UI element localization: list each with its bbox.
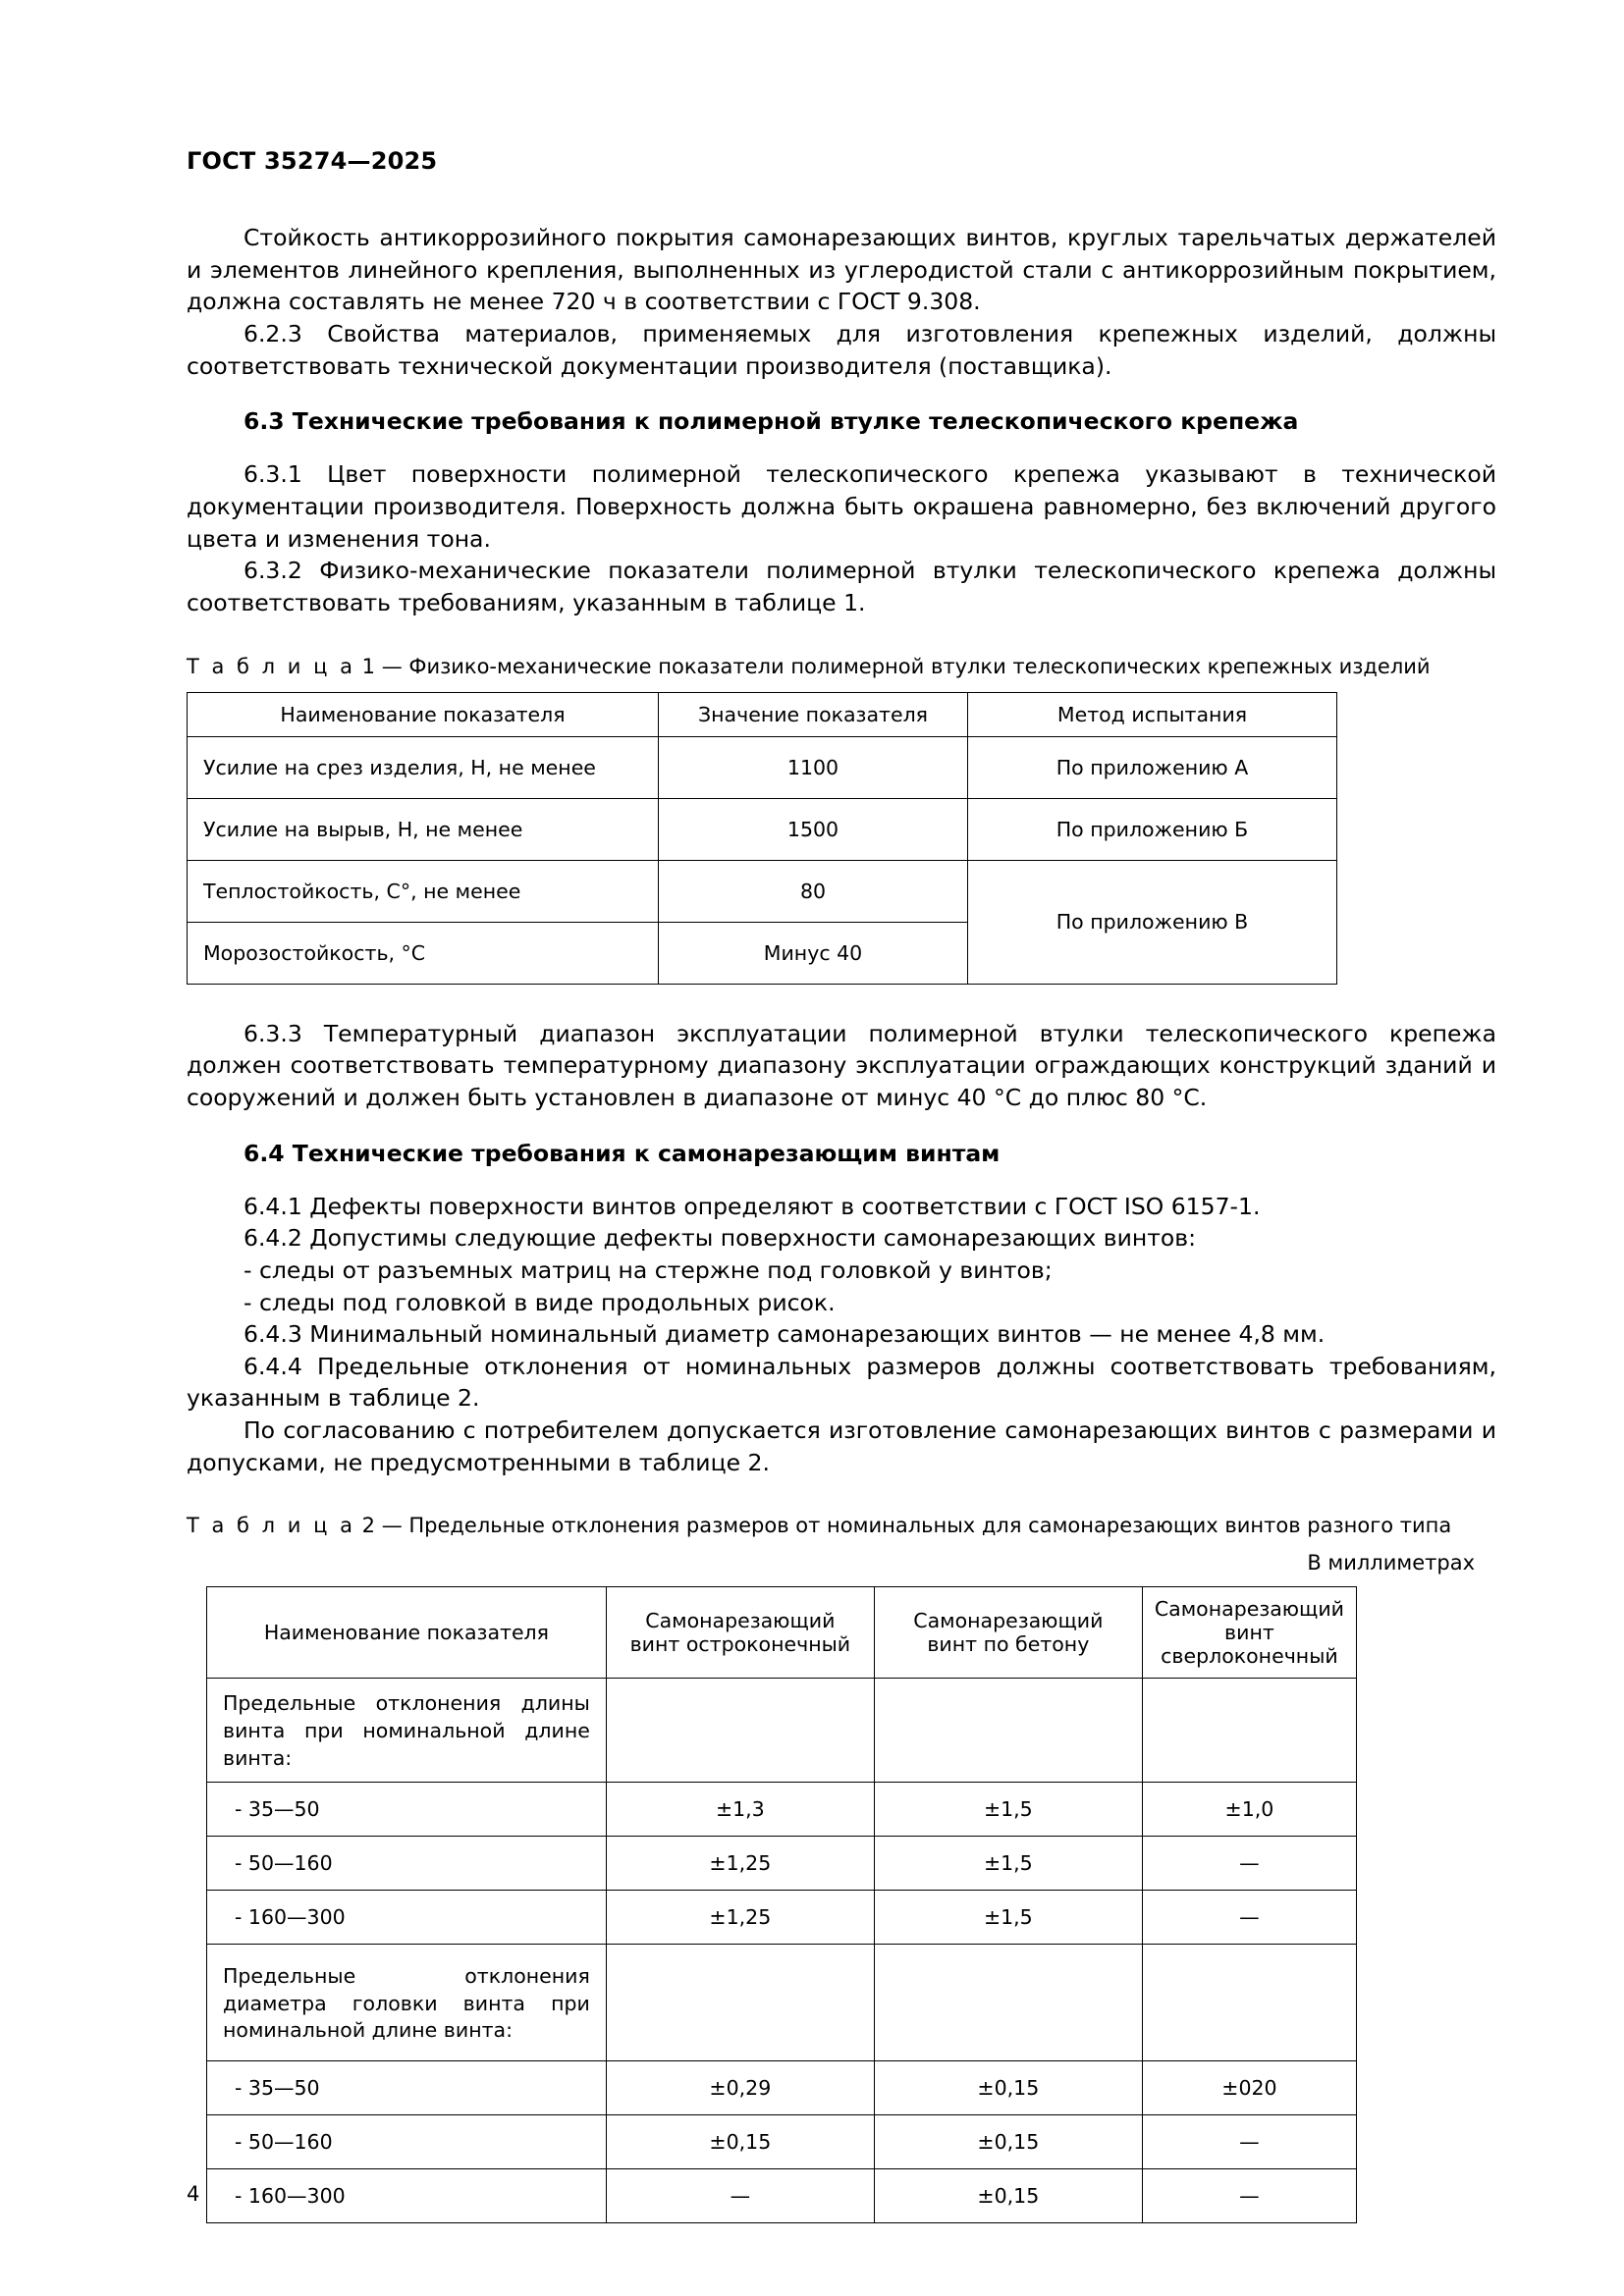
- table2-units: В миллиметрах: [1307, 1551, 1475, 1575]
- table2-group1-blank-2: [874, 1679, 1142, 1783]
- table-row: [207, 2169, 1357, 2223]
- table-header-row: [188, 692, 1337, 736]
- table1-r0-value: 1100: [659, 736, 968, 798]
- table2-group1-blank-3: [1142, 1679, 1356, 1783]
- table2-g1-r0-v3: ±1,0: [1142, 1783, 1356, 1837]
- table2-caption-number: 2: [361, 1514, 375, 1538]
- table-1: [187, 692, 1337, 985]
- table1-header-name: Наименование показателя: [188, 692, 659, 736]
- table1-caption-label: Т а б л и ц а: [187, 654, 355, 678]
- table2-group2-blank-1: [606, 1945, 874, 2061]
- table-row: [207, 2061, 1357, 2115]
- heading-6-4: 6.4 Технические требования к самонарезающим винтам: [244, 1139, 1001, 1167]
- table-row: [188, 736, 1337, 798]
- table2-group2-title: Предельные отклонения диаметра головки винта при номинальной длине винта:: [207, 1945, 607, 2061]
- table1-caption: [187, 655, 1496, 678]
- table2-g1-r1-v2: ±1,5: [874, 1837, 1142, 1891]
- table2-group1-blank-1: [606, 1679, 874, 1783]
- paragraph-corrosion-resistance: Стойкость антикоррозийного покрытия самонарезающих винтов, круглых тарельчатых держателей и элементов линейного крепления, выполненных из углеродистой стали с антикоррозийным покрытием, должна составлять не менее 720 ч в соответствии с ГОСТ 9.308.: [187, 224, 1496, 316]
- paragraph-6-4-4: 6.4.4 Предельные отклонения от номинальных размеров должны соответствовать требованиям, указанным в таблице 2.: [187, 1352, 1496, 1413]
- table1-r3-value: Минус 40: [659, 922, 968, 984]
- table2-g2-r2-v3: —: [1142, 2169, 1356, 2223]
- table1-r0-name: Усилие на срез изделия, Н, не менее: [188, 736, 659, 798]
- table2-caption-text: — Предельные отклонения размеров от номинальных для самонарезающих винтов разного типа: [381, 1514, 1452, 1538]
- table1-r2-name: Теплостойкость, С°, не менее: [188, 860, 659, 922]
- table-header-row: [207, 1587, 1357, 1679]
- table2-g2-r2-label: - 160—300: [207, 2169, 607, 2223]
- table2-g1-r1-v1: ±1,25: [606, 1837, 874, 1891]
- table2-g2-r1-v2: ±0,15: [874, 2115, 1142, 2169]
- page-header: ГОСТ 35274—2025: [187, 147, 438, 175]
- table1-header-value: Значение показателя: [659, 692, 968, 736]
- table2-group2-blank-2: [874, 1945, 1142, 2061]
- paragraph-6-3-2: 6.3.2 Физико-механические показатели полимерной втулки телескопического крепежа должны соответствовать требованиям, указанным в таблице 1.: [187, 557, 1496, 616]
- paragraph-6-2-3: 6.2.3 Свойства материалов, применяемых для изготовления крепежных изделий, должны соответствовать технической документации производителя (поставщика).: [187, 319, 1496, 380]
- table1-r2-value: 80: [659, 860, 968, 922]
- paragraph-6-4-3: 6.4.3 Минимальный номинальный диаметр самонарезающих винтов — не менее 4,8 мм.: [244, 1320, 1326, 1349]
- table2-g2-r2-v2: ±0,15: [874, 2169, 1142, 2223]
- table2-group1-title: Предельные отклонения длины винта при номинальной длине винта:: [207, 1679, 607, 1783]
- table2-g1-r0-label: - 35—50: [207, 1783, 607, 1837]
- paragraph-6-3-3: 6.3.3 Температурный диапазон эксплуатации полимерной втулки телескопического крепежа должен соответствовать температурному диапазону эксплуатации ограждающих конструкций зданий и сооружений и должен быть установлен в диапазоне от минус 40 °С до плюс 80 °С.: [187, 1019, 1496, 1111]
- table1-caption-number: 1: [361, 654, 375, 678]
- table2-g2-r0-v3: ±020: [1142, 2061, 1356, 2115]
- table-row: [188, 860, 1337, 922]
- table1-r0-method: По приложению А: [968, 736, 1337, 798]
- table2-header-pointed: Самонарезающий винт остроконечный: [606, 1587, 874, 1679]
- table2-g2-r0-v1: ±0,29: [606, 2061, 874, 2115]
- table-row: [188, 798, 1337, 860]
- table2-caption: [187, 1514, 1496, 1537]
- list-item-6-4-2-a: - следы от разъемных матриц на стержне под головкой у винтов;: [244, 1255, 1053, 1284]
- paragraph-6-3-1: 6.3.1 Цвет поверхности полимерной телескопического крепежа указывают в технической документации производителя. Поверхность должна быть окрашена равномерно, без включений другого цвета и изменения тона.: [187, 460, 1496, 553]
- table2-header-drill: Самонарезающий винт сверлоконечный: [1142, 1587, 1356, 1679]
- table1-r1-value: 1500: [659, 798, 968, 860]
- table-row: [207, 1783, 1357, 1837]
- table2-g2-r2-v1: —: [606, 2169, 874, 2223]
- table-row: [207, 1679, 1357, 1783]
- table-row: [207, 1837, 1357, 1891]
- table2-g1-r2-label: - 160—300: [207, 1891, 607, 1945]
- table-row: [207, 1945, 1357, 2061]
- table2-g1-r2-v1: ±1,25: [606, 1891, 874, 1945]
- table2-header-concrete: Самонарезающий винт по бетону: [874, 1587, 1142, 1679]
- table1-r3-name: Морозостойкость, °С: [188, 922, 659, 984]
- list-item-6-4-2-b: - следы под головкой в виде продольных рисок.: [244, 1288, 836, 1316]
- paragraph-6-4-5: По согласованию с потребителем допускается изготовление самонарезающих винтов с размерами и допусками, не предусмотренными в таблице 2.: [187, 1416, 1496, 1476]
- table2-g2-r0-v2: ±0,15: [874, 2061, 1142, 2115]
- paragraph-6-4-2: 6.4.2 Допустимы следующие дефекты поверхности самонарезающих винтов:: [244, 1224, 1197, 1253]
- table1-r1-name: Усилие на вырыв, Н, не менее: [188, 798, 659, 860]
- table1-header-method: Метод испытания: [968, 692, 1337, 736]
- page-number: 4: [187, 2182, 200, 2206]
- heading-6-3: 6.3 Технические требования к полимерной втулке телескопического крепежа: [244, 407, 1299, 436]
- paragraph-6-4-1: 6.4.1 Дефекты поверхности винтов определяют в соответствии с ГОСТ ISO 6157-1.: [244, 1192, 1261, 1220]
- table2-g2-r1-label: - 50—160: [207, 2115, 607, 2169]
- table2-header-name: Наименование показателя: [207, 1587, 607, 1679]
- table2-g2-r1-v3: —: [1142, 2115, 1356, 2169]
- table2-g1-r0-v2: ±1,5: [874, 1783, 1142, 1837]
- table-2: [206, 1586, 1357, 2223]
- table-row: [207, 2115, 1357, 2169]
- table2-g1-r2-v2: ±1,5: [874, 1891, 1142, 1945]
- table2-g2-r1-v1: ±0,15: [606, 2115, 874, 2169]
- table1-merged-method: По приложению В: [968, 860, 1337, 984]
- table1-r1-method: По приложению Б: [968, 798, 1337, 860]
- table-row: [207, 1891, 1357, 1945]
- table2-caption-label: Т а б л и ц а: [187, 1514, 355, 1538]
- table2-g2-r0-label: - 35—50: [207, 2061, 607, 2115]
- table1-caption-text: — Физико-механические показатели полимерной втулки телескопических крепежных изделий: [381, 654, 1431, 678]
- table2-g1-r1-label: - 50—160: [207, 1837, 607, 1891]
- table2-group2-blank-3: [1142, 1945, 1356, 2061]
- table2-g1-r0-v1: ±1,3: [606, 1783, 874, 1837]
- table2-g1-r1-v3: —: [1142, 1837, 1356, 1891]
- table2-g1-r2-v3: —: [1142, 1891, 1356, 1945]
